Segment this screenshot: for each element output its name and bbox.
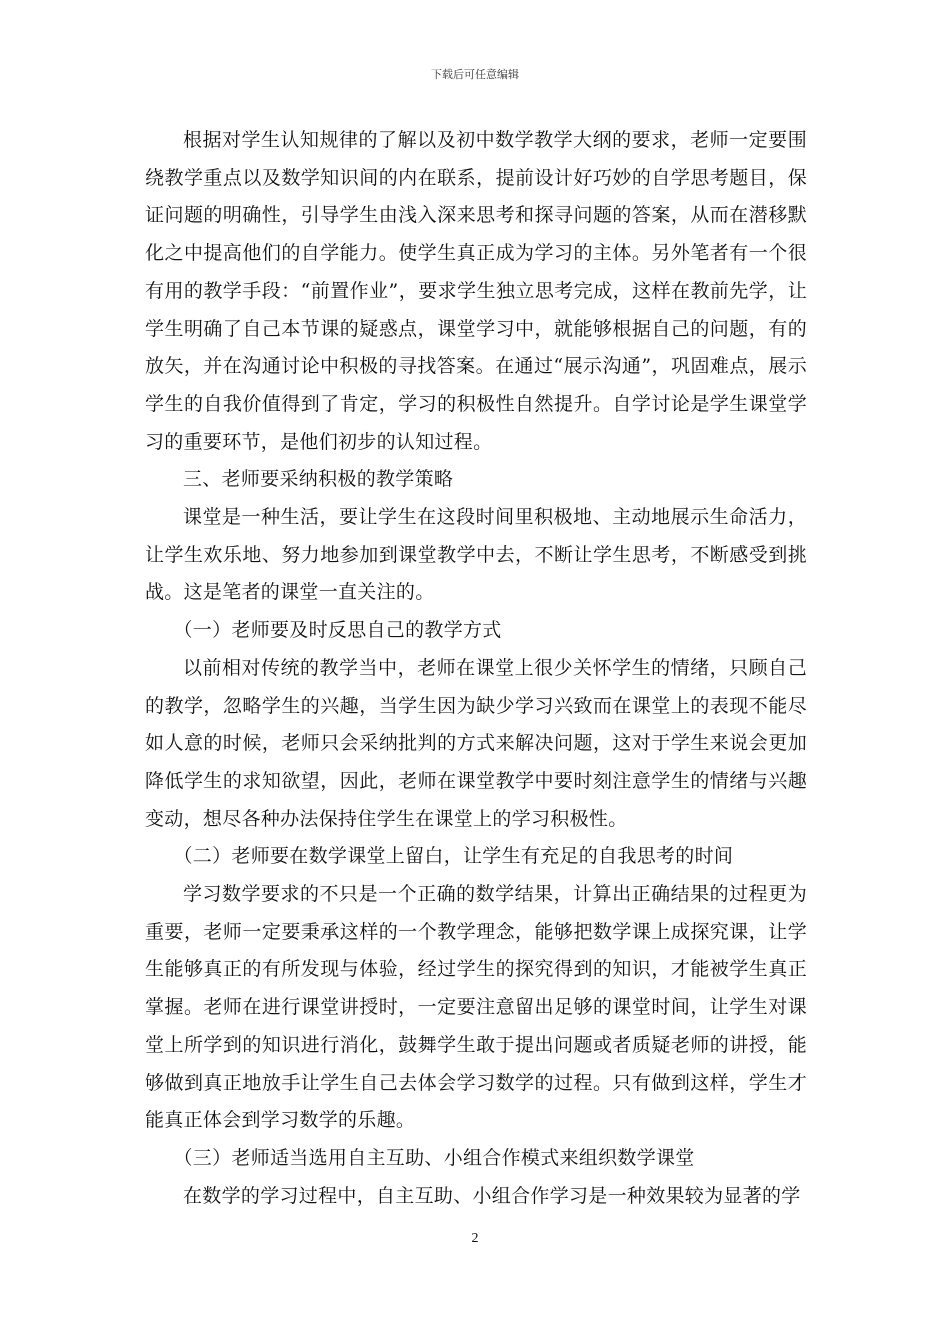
document-body	[145, 122, 807, 1215]
paragraph: 在数学的学习过程中，自主互助、小组合作学习是一种效果较为显著的学	[183, 1184, 801, 1207]
paragraph: 学习数学要求的不只是一个正确的数学结果，计算出正确结果的过程更为重要，老师一定要秉承这样的一个教学理念，能够把数学课上成探究课，让学生能够真正的有所发现与体验，经过学生的探究得到的知识，才能被学生真正掌握。老师在进行课堂讲授时，一定要注意留出足够的课堂时间，让学生对课堂上所学到的知识进行消化，鼓舞学生敢于提出问题或者质疑老师的讲授，能够做到真正地放手让学生自己去体会学习数学的过程。只有做到这样，学生才能真正体会到学习数学的乐趣。	[145, 883, 807, 1132]
page-header: 下载后可任意编辑	[431, 68, 519, 81]
subsection-heading: （一）老师要及时反思自己的教学方式	[173, 619, 502, 642]
paragraph: 以前相对传统的教学当中，老师在课堂上很少关怀学生的情绪，只顾自己的教学，忽略学生的兴趣，当学生因为缺少学习兴致而在课堂上的表现不能尽如人意的时候，老师只会采纳批判的方式来解决问题，这对于学生来说会更加降低学生的求知欲望，因此，老师在课堂教学中要时刻注意学生的情绪与兴趣变动，想尽各种办法保持住学生在课堂上的学习积极性。	[145, 656, 807, 830]
page-number: 2	[471, 1231, 479, 1246]
subsection-heading: （三）老师适当选用自主互助、小组合作模式来组织数学课堂	[173, 1146, 695, 1169]
paragraph: 根据对学生认知规律的了解以及初中数学教学大纲的要求，老师一定要围绕教学重点以及数学知识间的内在联系，提前设计好巧妙的自学思考题目，保证问题的明确性，引导学生由浅入深来思考和探寻问题的答案，从而在潜移默化之中提高他们的自学能力。使学生真正成为学习的主体。另外笔者有一个很有用的教学手段：“前置作业”，要求学生独立思考完成，这样在教前先学，让学生明确了自己本节课的疑惑点，课堂学习中，就能够根据自己的问题，有的放矢，并在沟通讨论中积极的寻找答案。在通过“展示沟通”，巩固难点，展示学生的自我价值得到了肯定，学习的积极性自然提升。自学讨论是学生课堂学习的重要环节，是他们初步的认知过程。	[145, 129, 807, 453]
section-heading: 三、老师要采纳积极的教学策略	[183, 468, 454, 491]
paragraph: 课堂是一种生活，要让学生在这段时间里积极地、主动地展示生命活力，让学生欢乐地、努力地参加到课堂教学中去，不断让学生思考，不断感受到挑战。这是笔者的课堂一直关注的。	[145, 506, 807, 604]
subsection-heading: （二）老师要在数学课堂上留白，让学生有充足的自我思考的时间	[173, 845, 734, 868]
